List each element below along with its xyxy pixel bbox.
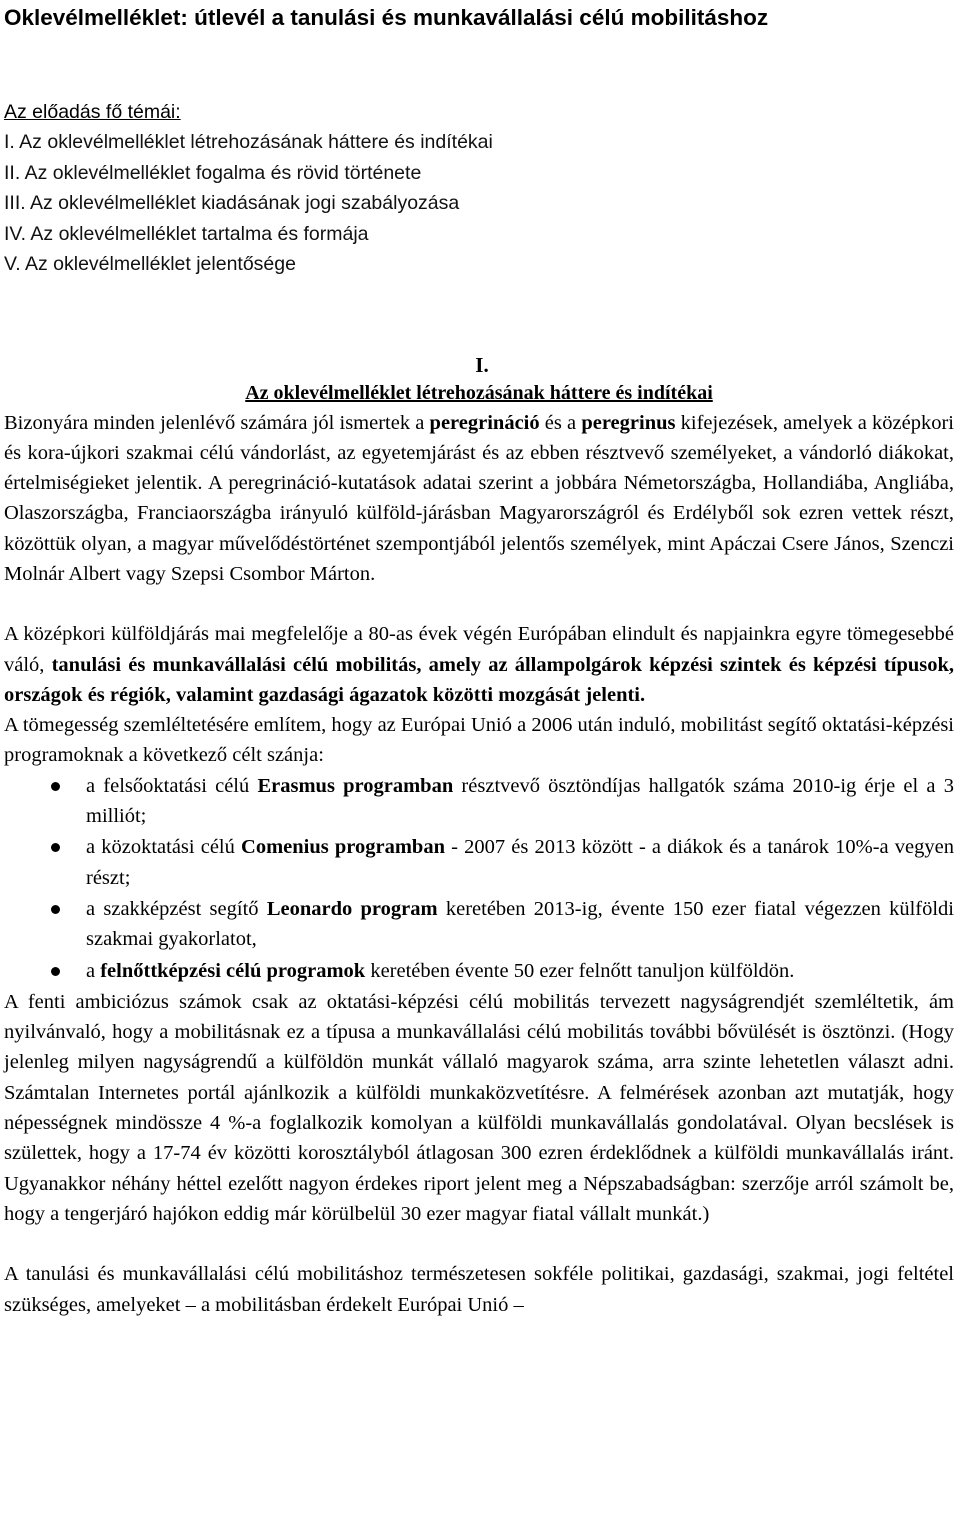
topics-list [4, 127, 954, 280]
text-run: - 2007 és 2013 között - a diákok és a tanárok 10%-a vegyen részt; [86, 836, 954, 889]
program-name: Leonardo program [266, 897, 438, 920]
paragraph-gap [4, 1229, 954, 1259]
program-item-comenius [4, 832, 954, 893]
program-item-leonardo [4, 894, 954, 955]
paragraph-conditions: A tanulási és munkavállalási célú mobilitáshoz természetesen sokféle politikai, gazdasági, szakmai, jogi feltétel szükséges, amelyeket – a mobilitásban érdekelt Európai Unió – [4, 1263, 954, 1316]
bullet-icon [51, 905, 60, 914]
text-run: keretében 2013-ig, évente 150 ezer fiatal végezzen külföldi szakmai gyakorlatot, [86, 897, 955, 951]
bullet-icon [51, 843, 60, 852]
document-page [0, 3, 960, 1518]
topic-item: II. Az oklevélmelléklet fogalma és rövid története [4, 161, 422, 184]
paragraph-eu-programs: A tömegesség szemléltetésére említem, hogy az Európai Unió a 2006 után induló, mobilitást segítő oktatási-képzési programoknak a következő célt szánja: [4, 714, 954, 767]
program-item-adult [4, 956, 954, 986]
paragraph-ambitions: A fenti ambiciózus számok csak az oktatási-képzési célú mobilitás tervezett nagyságrendjét szemléltetik, ám nyilvánvaló, hogy a mobilitásnak ez a típusa a munkavállalási célú mobilitás további bővülését is ösztönzi. (Hogy jelenleg milyen nagyságrendű a külföldön munkát vállaló magyarok száma, arra szinte lehetetlen választ adni. Számtalan Internetes portál ajánlkozik a külföldi munkaközvetítésre. A felmérések azonban azt mutatják, hogy népességnek mindössze 4 %-a foglalkozik komolyan a külföldi munkavállalás gondolatával. Olyan becslések is születtek, hogy a 17-74 év közötti korosztályból átlagosan 300 ezren érdeklődnek a külföldi munkavállalás iránt. Ugyanakkor néhány héttel ezelőtt nagyon érdekes riport jelent meg a Népszabadságban: szerzője arról számolt be, hogy a tengerjáró hajókon eddig már körülbelül 30 ezer magyar fiatal vállalt munkát.) [4, 990, 954, 1225]
topic-item: I. Az oklevélmelléklet létrehozásának háttere és indítékai [4, 131, 493, 153]
program-name: Comenius programban [241, 836, 445, 859]
paragraph-peregrination [4, 408, 954, 590]
text-run: kifejezések, amelyek a középkori és kora-újkori szakmai célú vándorlást, az egyetemjárást és az ebben résztvevő személyeket, a vándorló diákokat, értelmiségieket jelentik. A peregrináció-kutatások adatai szerint a jobbára Németországba, Hollandiába, Angliába, Olaszországba, Franciaországba irányuló külföld-járásban Magyarországról és Erdélyből sok ezren vettek részt, közöttük olyan, a magyar művelődéstörténet szempontjából jelentős személyek, mint Apáczai Csere János, Szenczi Molnár Albert vagy Szepsi Csombor Márton. [4, 411, 954, 585]
program-list [4, 771, 954, 986]
bullet-icon [51, 782, 60, 791]
term-peregrinacio: peregrináció [429, 411, 540, 434]
term-peregrinus: peregrinus [581, 411, 676, 434]
section-title: Az oklevélmelléklet létrehozásának háttere és indítékai [245, 381, 713, 404]
topic-item: III. Az oklevélmelléklet kiadásának jogi szabályozása [4, 192, 460, 214]
topics-heading: Az előadás fő témái: [4, 101, 181, 123]
document-title: Oklevélmelléklet: útlevél a tanulási és munkavállalási célú mobilitáshoz [4, 5, 769, 30]
bullet-icon [51, 967, 60, 976]
text-run: résztvevő ösztöndíjas hallgatók száma 2010-ig érje el a 3 milliót; [86, 774, 954, 828]
program-item-erasmus [4, 771, 954, 832]
paragraph-mobility [4, 619, 954, 710]
mobility-definition: tanulási és munkavállalási célú mobilitás, amely az állampolgárok képzési szintek és képzési típusok, országok és régiók, valamint gazdasági ágazatok közötti mozgását jelenti. [4, 653, 954, 706]
text-run: a szakképzést segítő [86, 897, 267, 920]
paragraph-gap [4, 589, 954, 619]
program-name: felnőttképzési célú programok [100, 959, 366, 982]
topic-item: V. Az oklevélmelléklet jelentősége [4, 253, 296, 275]
text-run: keretében évente 50 ezer felnőtt tanuljon külföldön. [365, 959, 795, 982]
program-name: Erasmus programban [257, 774, 454, 797]
section-number: I. [475, 352, 489, 377]
text-run: Bizonyára minden jelenlévő számára jól ismertek a [4, 411, 430, 434]
topic-item: IV. Az oklevélmelléklet tartalma és formája [4, 222, 369, 245]
text-run: a [86, 959, 101, 982]
text-run: a közoktatási célú [86, 836, 242, 859]
text-run: A középkori külföldjárás mai megfelelője a 80-as évek végén Európában elindult és napjainkra egyre tömegesebbé váló, [4, 623, 954, 676]
text-run: a felsőoktatási célú [86, 774, 258, 797]
text-run: és a [539, 411, 582, 434]
